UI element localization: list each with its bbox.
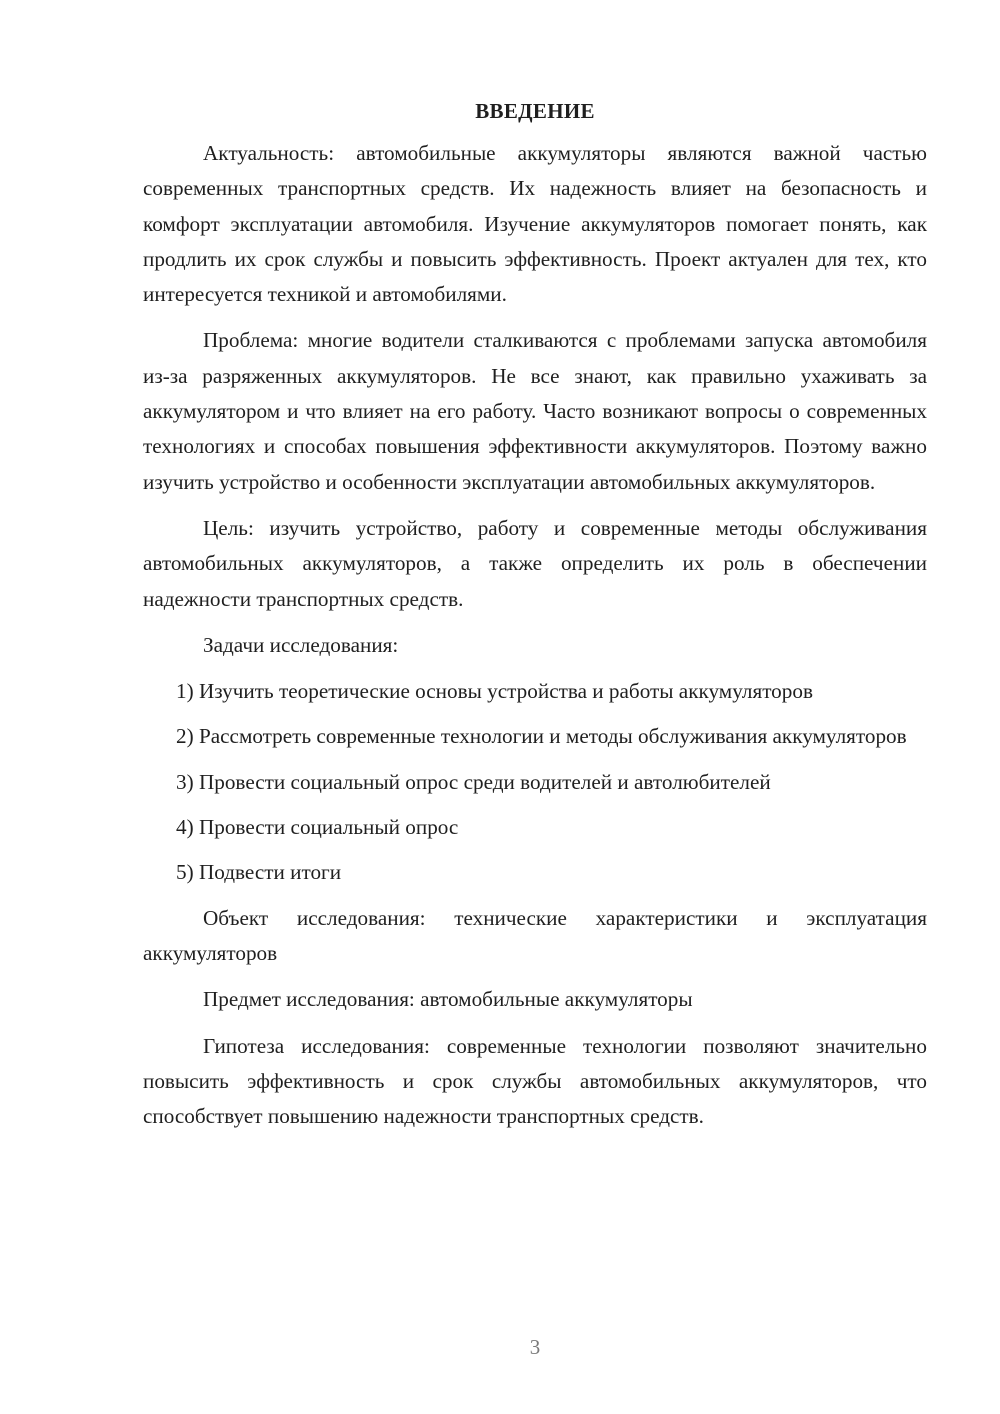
problem-paragraph: Проблема: многие водители сталкиваются с проблемами запуска автомобиля из-за разряженных аккумуляторов. Не все знают, как правильно ухаживать за аккумулятором и что влияет на его работу. Часто возникают вопросы о современных технологиях и способах повышения эффективности аккумуляторов. Поэтому важно изучить устройство и особенности эксплуатации автомобильных аккумуляторов.	[143, 328, 927, 494]
task-item-4: 4) Провести социальный опрос	[176, 815, 459, 840]
task-item-1: 1) Изучить теоретические основы устройства и работы аккумуляторов	[176, 679, 813, 704]
goal-paragraph: Цель: изучить устройство, работу и современные методы обслуживания автомобильных аккумуляторов, а также определить их роль в обеспечении надежности транспортных средств.	[143, 515, 927, 611]
relevance-paragraph: Актуальность: автомобильные аккумуляторы являются важной частью современных транспортных средств. Их надежность влияет на безопасность и комфорт эксплуатации автомобиля. Изучение аккумуляторов помогает понять, как продлить их срок службы и повысить эффективность. Проект актуален для тех, кто интересуется техникой и автомобилями.	[143, 141, 927, 307]
section-title: ВВЕДЕНИЕ	[475, 99, 595, 123]
tasks-heading: Задачи исследования:	[203, 632, 399, 657]
object-paragraph: Объект исследования: технические характеристики и эксплуатация аккумуляторов	[143, 905, 927, 965]
page-number: 3	[529, 1335, 541, 1359]
task-item-3: 3) Провести социальный опрос среди водителей и автолюбителей	[176, 769, 771, 794]
subject-paragraph: Предмет исследования: автомобильные аккумуляторы	[203, 987, 693, 1012]
hypothesis-paragraph: Гипотеза исследования: современные технологии позволяют значительно повысить эффективность и срок службы автомобильных аккумуляторов, что способствует повышению надежности транспортных средств.	[143, 1033, 927, 1129]
task-item-5: 5) Подвести итоги	[176, 860, 342, 885]
document-page	[143, 96, 927, 1145]
task-item-2: 2) Рассмотреть современные технологии и методы обслуживания аккумуляторов	[176, 724, 907, 749]
